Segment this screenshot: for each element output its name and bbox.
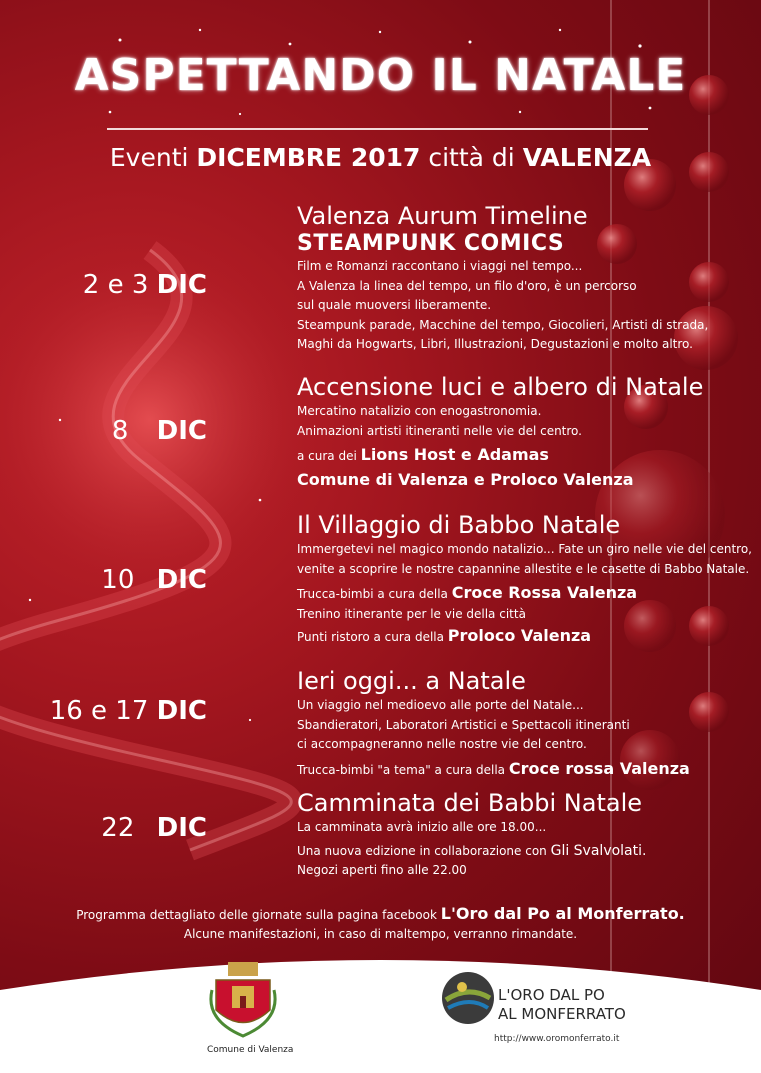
event-line: Steampunk parade, Macchine del tempo, Giocolieri, Artisti di strada, — [297, 317, 709, 332]
event-line: Punti ristoro a cura della Proloco Valenza — [297, 626, 592, 645]
event-organizer: a cura dei Lions Host e Adamas — [297, 445, 549, 464]
footer-band — [0, 960, 761, 1073]
subtitle-month: DICEMBRE 2017 — [196, 143, 421, 172]
event-line: Immergetevi nel magico mondo natalizio... Fate un giro nelle vie del centro, — [297, 542, 752, 556]
footer-weather-note: Alcune manifestazioni, in caso di maltempo, verranno rimandate. — [183, 927, 578, 941]
event-title: Camminata dei Babbi Natale — [297, 789, 642, 817]
subtitle — [0, 143, 761, 172]
event-line: Trucca-bimbi "a tema" a cura della Croce rossa Valenza — [297, 758, 690, 778]
title-divider — [107, 128, 648, 130]
event-date: 22 DIC — [101, 813, 207, 843]
subtitle-city: VALENZA — [522, 143, 652, 172]
comune-caption: Comune di Valenza — [207, 1045, 294, 1055]
event-date: 16 e 17 DIC — [49, 696, 207, 726]
event-line: Negozi aperti fino alle 22.00 — [297, 863, 467, 877]
event-subtitle: STEAMPUNK COMICS — [297, 231, 565, 256]
event-steampunk — [297, 201, 708, 355]
event-title: Accensione luci e albero di Natale — [297, 373, 704, 401]
brand-url: http://www.oromonferrato.it — [494, 1034, 620, 1044]
event-line: Una nuova edizione in collaborazione con Gli Svalvolati. — [297, 842, 647, 859]
event-villaggio-babbo-natale — [297, 510, 752, 648]
brand-line2: AL MONFERRATO — [498, 1005, 626, 1023]
event-line: A Valenza la linea del tempo, un filo d'oro, è un percorso — [297, 278, 637, 293]
event-organizer-line2: Comune di Valenza e Proloco Valenza — [297, 469, 634, 489]
event-line: Mercatino natalizio con enogastronomia. — [297, 404, 542, 418]
event-line: Animazioni artisti itineranti nelle vie del centro. — [297, 423, 582, 438]
event-line: Trenino itinerante per le vie della città — [297, 606, 526, 621]
event-line: La camminata avrà inizio alle ore 18.00... — [297, 820, 547, 834]
event-title: Ieri oggi... a Natale — [297, 667, 526, 695]
event-line: Maghi da Hogwarts, Libri, Illustrazioni, Degustazioni e molto altro. — [297, 337, 693, 351]
event-line: sul quale muoversi liberamente. — [297, 298, 492, 312]
footer-program-note: Programma dettagliato delle giornate sulla pagina facebook L'Oro dal Po al Monferrato. — [76, 904, 685, 923]
brand-line1: L'ORO DAL PO — [498, 986, 605, 1004]
event-accensione-luci — [297, 372, 703, 492]
brand-name — [498, 986, 626, 1024]
event-ieri-oggi-natale — [297, 666, 690, 780]
event-title: Il Villaggio di Babbo Natale — [297, 511, 621, 539]
event-date: 2 e 3 DIC — [82, 270, 207, 300]
oro-dal-po-logo-icon — [442, 972, 494, 1024]
event-line: venite a scoprire le nostre capannine allestite e le casette di Babbo Natale. — [297, 561, 750, 576]
event-line: Un viaggio nel medioevo alle porte del Natale... — [297, 698, 584, 712]
event-line: Sbandieratori, Laboratori Artistici e Spettacoli itineranti — [297, 717, 630, 732]
event-title: Valenza Aurum Timeline — [297, 202, 588, 230]
event-camminata-babbi-natale — [297, 788, 646, 881]
event-line: Trucca-bimbi a cura della Croce Rossa Valenza — [297, 583, 638, 602]
event-line: ci accompagneranno nelle nostre vie del centro. — [297, 737, 587, 751]
subtitle-middle: città di — [420, 143, 523, 172]
event-line: Film e Romanzi raccontano i viaggi nel tempo... — [297, 259, 583, 273]
event-date: 10 DIC — [101, 565, 207, 595]
subtitle-prefix: Eventi — [109, 143, 197, 172]
event-date: 8 DIC — [111, 416, 207, 446]
page-title: ASPETTANDO IL NATALE — [74, 50, 687, 101]
